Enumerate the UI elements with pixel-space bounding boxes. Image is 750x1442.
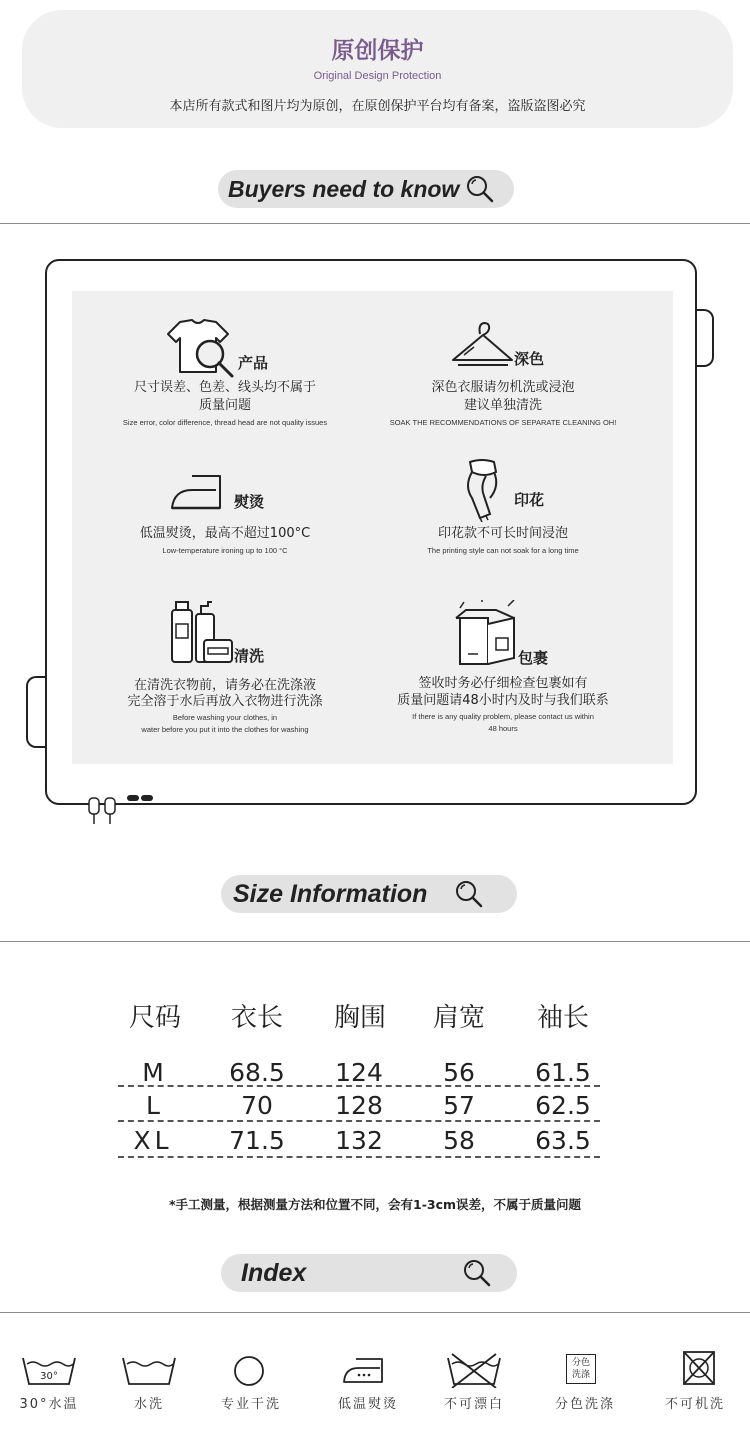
detergent-bottles-icon	[168, 598, 236, 666]
tip-text-en: SOAK THE RECOMMENDATIONS OF SEPARATE CLEANING OH!	[389, 418, 617, 427]
tip-text-en: Low-temperature ironing up to 100 °C	[162, 546, 288, 555]
index-label: 水洗	[133, 1397, 164, 1412]
size-header-pill	[221, 875, 517, 913]
size-cell: 124	[335, 1058, 383, 1087]
tip-text: 深色衣服请勿机洗或浸泡	[431, 380, 575, 395]
size-cell: L	[146, 1091, 160, 1120]
index-label: 分色洗涤	[554, 1397, 615, 1412]
tip-text-en: The printing style can not soak for a long time	[427, 546, 579, 555]
tablet-indicator-dot	[141, 795, 153, 801]
search-icon	[461, 1257, 493, 1289]
search-icon	[464, 173, 496, 205]
tip-text: 签收时务必仔细检查包裹如有	[418, 676, 588, 691]
buyers-header-title: Buyers need to know	[228, 176, 460, 202]
tip-text: 建议单独清洗	[463, 398, 542, 413]
buyers-header-pill	[218, 170, 514, 208]
index-header-title: Index	[241, 1259, 307, 1287]
index-label: 不可漂白	[443, 1397, 504, 1412]
size-cell: M	[142, 1058, 164, 1087]
size-cell: 128	[335, 1091, 383, 1120]
tip-text: 质量问题请48小时内及时与我们联系	[397, 693, 609, 708]
tip-title-package: 包裹	[518, 649, 549, 667]
section-divider	[0, 1312, 750, 1313]
iron-icon	[170, 472, 232, 512]
wash-temperature-label: 30°	[40, 1371, 58, 1382]
size-table-header: 肩宽	[432, 1003, 485, 1033]
cable-plug-icon	[86, 796, 120, 826]
size-cell: 63.5	[535, 1126, 591, 1155]
tip-text: 低温熨烫，最高不超过100°C	[139, 526, 311, 541]
measurement-note: *手工测量，根据测量方法和位置不同，会有1-3cm误差，不属于质量问题	[168, 1197, 582, 1212]
tip-text: 印花款不可长时间浸泡	[437, 526, 568, 541]
separate-wash-icon-text: 洗涤	[571, 1370, 590, 1380]
tip-product	[105, 379, 345, 429]
tip-text-en: 48 hours	[488, 724, 518, 733]
index-label: 低温熨烫	[337, 1397, 398, 1412]
scarf-icon	[460, 458, 506, 522]
row-divider	[118, 1120, 600, 1122]
size-cell: 132	[335, 1126, 383, 1155]
tip-printing	[383, 525, 623, 557]
tip-ironing	[105, 525, 345, 557]
row-divider	[118, 1085, 600, 1087]
tip-text-en: Before washing your clothes, in	[172, 713, 278, 722]
size-cell: 68.5	[229, 1058, 285, 1087]
tip-text: 质量问题	[198, 398, 251, 413]
size-cell: 71.5	[229, 1126, 285, 1155]
protection-title: 原创保护	[331, 38, 424, 64]
index-label: 专业干洗	[220, 1397, 281, 1412]
row-divider	[118, 1156, 600, 1158]
hand-wash-icon	[121, 1354, 177, 1386]
index-label: 30°水温	[19, 1397, 79, 1412]
size-table-header: 袖长	[536, 1003, 589, 1033]
tip-text: 完全溶于水后再放入衣物进行洗涤	[127, 694, 323, 709]
tablet-indicator-dot	[127, 795, 139, 801]
iron-low-icon	[342, 1356, 388, 1386]
tip-text: 尺寸误差、色差、线头均不属于	[133, 380, 316, 395]
tip-text-en: Size error, color difference, thread head are not quality issues	[122, 418, 328, 427]
tshirt-magnifier-icon	[166, 318, 238, 380]
search-icon	[453, 878, 485, 910]
tip-title-dark: 深色	[514, 350, 545, 368]
section-divider	[0, 223, 750, 224]
size-cell: 57	[443, 1091, 475, 1120]
tip-title-product: 产品	[238, 354, 269, 372]
size-cell: 70	[241, 1091, 273, 1120]
tip-title-printing: 印花	[514, 491, 545, 509]
protection-text: 本店所有款式和图片均为原创，在原创保护平台均有备案，盗版盗图必究	[169, 99, 586, 114]
protection-card	[22, 10, 733, 128]
separate-wash-icon	[566, 1354, 596, 1384]
wash-30-icon	[21, 1354, 77, 1386]
tablet-side-button	[26, 676, 47, 748]
index-header-pill	[221, 1254, 517, 1292]
hanger-icon	[450, 320, 516, 370]
tip-package	[383, 675, 623, 735]
dry-clean-icon	[232, 1354, 266, 1388]
size-header-title: Size Information	[233, 880, 428, 908]
size-table-header: 胸围	[333, 1003, 386, 1033]
tip-text-en: If there is any quality problem, please contact us within	[412, 712, 594, 721]
tip-dark	[383, 379, 623, 429]
size-cell: XL	[133, 1126, 173, 1155]
size-cell: 56	[443, 1058, 475, 1087]
size-cell: 62.5	[535, 1091, 591, 1120]
tip-text-en: water before you put it into the clothes for washing	[141, 725, 309, 734]
tip-text: 在清洗衣物前，请务必在洗涤液	[133, 678, 316, 693]
size-table-header: 尺码	[128, 1003, 181, 1033]
tip-title-ironing: 熨烫	[234, 493, 265, 511]
size-cell: 61.5	[535, 1058, 591, 1087]
no-machine-wash-icon	[682, 1350, 716, 1386]
tip-title-washing: 清洗	[234, 647, 265, 665]
size-table-header: 衣长	[230, 1003, 283, 1033]
no-bleach-icon	[446, 1352, 502, 1388]
index-label: 不可机洗	[664, 1397, 725, 1412]
separate-wash-icon-text: 分色	[571, 1358, 590, 1368]
protection-subtitle: Original Design Protection	[313, 70, 442, 82]
section-divider	[0, 941, 750, 942]
size-cell: 58	[443, 1126, 475, 1155]
package-box-icon	[452, 600, 520, 668]
tablet-side-button	[696, 309, 714, 367]
tip-washing	[95, 678, 355, 736]
